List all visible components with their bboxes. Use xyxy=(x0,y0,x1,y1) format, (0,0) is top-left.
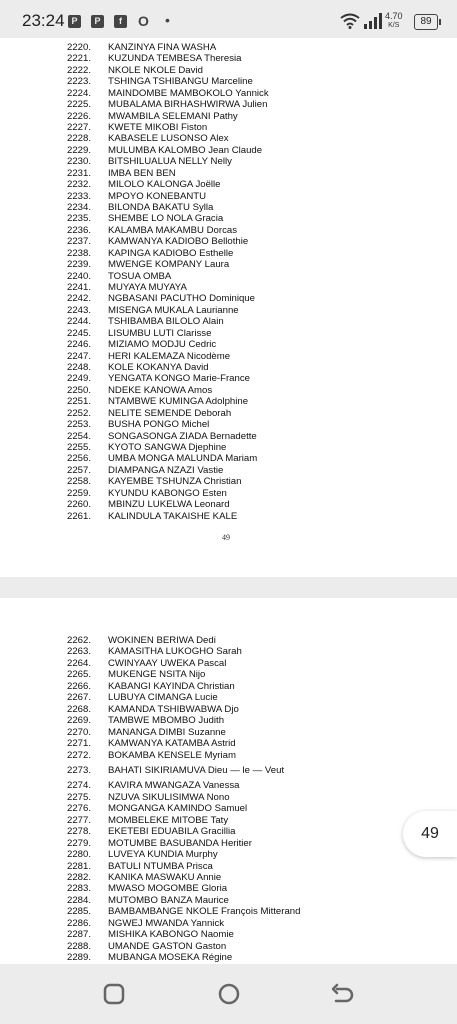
entry-number: 2227. xyxy=(67,122,92,133)
network-speed-unit: K/S xyxy=(388,22,400,29)
entry-number: 2262. xyxy=(67,635,92,646)
entry-name: MOTUMBE BASUBANDA Heritier xyxy=(108,837,252,849)
entry-number: 2245. xyxy=(67,327,92,339)
entry-name: MIZIAMO MODJU Cedric xyxy=(108,339,217,351)
entry-number: 2279. xyxy=(67,837,92,849)
entry-number: 2243. xyxy=(67,304,92,316)
entry-name: BAHATI SIKIRIAMUVA Dieu — le — Veut xyxy=(108,764,285,776)
wifi-icon xyxy=(340,13,360,29)
entry-number: 2273. xyxy=(67,764,92,776)
entry-name: NELITE SEMENDE Deborah xyxy=(108,407,232,419)
entry-number: 2254. xyxy=(67,430,92,442)
entry-number: 2233. xyxy=(67,190,92,202)
entry-number: 2234. xyxy=(67,202,92,214)
entry-number: 2284. xyxy=(67,894,92,906)
entry-name: NGBASANI PACUTHO Dominique xyxy=(108,293,255,305)
entry-name: MISENGA MUKALA Laurianne xyxy=(108,304,239,316)
entry-name: KAYEMBE TSHUNZA Christian xyxy=(108,476,242,488)
entry-name: KANIKA MASWAKU Annie xyxy=(108,872,222,883)
entry-number: 2236. xyxy=(67,224,92,236)
entry-name: MWASO MOGOMBE Gloria xyxy=(108,883,228,895)
entry-number: 2269. xyxy=(67,715,92,727)
navigation-bar xyxy=(0,964,457,1024)
entry-name: HERI KALEMAZA Nicodème xyxy=(108,350,231,362)
clock: 23:24 xyxy=(22,11,65,30)
entry-name: KOLE KOKANYA David xyxy=(108,362,209,374)
entry-name: EKETEBI EDUABILA Gracillia xyxy=(108,826,236,838)
entry-number: 2277. xyxy=(67,814,92,826)
entry-name: LUBUYA CIMANGA Lucie xyxy=(108,692,218,704)
entry-number: 2267. xyxy=(67,692,92,704)
entry-number: 2281. xyxy=(67,860,92,872)
entry-number: 2222. xyxy=(67,64,92,76)
entry-number: 2258. xyxy=(67,476,92,488)
entry-number: 2251. xyxy=(67,396,92,408)
entry-name: MANANGA DIMBI Suzanne xyxy=(108,726,226,738)
entry-number: 2248. xyxy=(67,362,92,374)
entry-number: 2263. xyxy=(67,646,92,658)
facebook-icon: f xyxy=(114,15,127,28)
entry-name: TAMBWE MBOMBO Judith xyxy=(108,715,225,727)
entry-number: 2232. xyxy=(67,179,92,191)
entry-name: UMANDE GASTON Gaston xyxy=(108,940,227,952)
entry-name: MUBANGA MOSEKA Régine xyxy=(108,952,233,964)
entry-number: 2231. xyxy=(67,167,92,179)
entry-name: KALAMBA MAKAMBU Dorcas xyxy=(108,224,238,236)
entry-name: KUZUNDA TEMBESA Theresia xyxy=(108,53,242,65)
entry-name: MUTOMBO BANZA Maurice xyxy=(108,894,229,906)
battery-icon xyxy=(414,14,438,30)
entry-number: 2223. xyxy=(67,76,92,88)
entry-number: 2224. xyxy=(67,87,92,99)
entry-number: 2246. xyxy=(67,339,92,351)
entry-number: 2275. xyxy=(67,791,92,803)
document-page-50 xyxy=(0,598,457,964)
entry-name: KAVIRA MWANGAZA Vanessa xyxy=(108,780,240,792)
entry-name: MPOYO KONEBANTU xyxy=(108,190,207,202)
entry-name: SHEMBE LO NOLA Gracia xyxy=(108,213,224,225)
entry-name: MULUMBA KALOMBO Jean Claude xyxy=(108,144,263,156)
entry-number: 2237. xyxy=(67,236,92,248)
network-speed-value: 4.70 xyxy=(385,11,403,21)
entry-number: 2250. xyxy=(67,384,92,396)
entry-name: BITSHILUALUA NELLY Nelly xyxy=(108,156,232,168)
entry-name: NKOLE NKOLE David xyxy=(108,64,203,76)
entry-number: 2229. xyxy=(67,144,92,156)
opera-icon: O xyxy=(138,13,149,29)
entry-number: 2276. xyxy=(67,803,92,815)
entry-name: NZUVA SIKULISIMWA Nono xyxy=(108,791,230,803)
entry-name: WOKINEN BERIWA Dedi xyxy=(108,635,216,646)
entry-name: CWINYAAY UWEKA Pascal xyxy=(108,657,227,669)
document-page-49 xyxy=(0,38,457,577)
entry-number: 2283. xyxy=(67,883,92,895)
entry-number: 2257. xyxy=(67,464,92,476)
entry-number: 2238. xyxy=(67,247,92,259)
entry-number: 2253. xyxy=(67,419,92,431)
notification-p-icon: P xyxy=(68,15,81,28)
battery-level: 89 xyxy=(420,16,432,27)
entry-name: BOKAMBA KENSELE Myriam xyxy=(108,749,236,761)
entry-number: 2272. xyxy=(67,749,92,761)
recent-apps-icon[interactable] xyxy=(100,980,128,1008)
entry-number: 2226. xyxy=(67,110,92,122)
entry-number: 2235. xyxy=(67,213,92,225)
entry-number: 2282. xyxy=(67,872,92,883)
page-footer-number: 49 xyxy=(222,533,230,542)
network-speed xyxy=(385,12,403,30)
entry-number: 2274. xyxy=(67,780,92,792)
entry-name: TOSUA OMBA xyxy=(108,270,172,282)
entry-name: KAMWANYA KADIOBO Bellothie xyxy=(108,236,249,248)
entry-name: MOMBELEKE MITOBE Taty xyxy=(108,814,229,826)
entry-number: 2239. xyxy=(67,259,92,271)
entry-name: YENGATA KONGO Marie-France xyxy=(108,373,250,385)
entry-number: 2244. xyxy=(67,316,92,328)
entry-number: 2221. xyxy=(67,53,92,65)
entry-number: 2255. xyxy=(67,442,92,454)
entry-number: 2259. xyxy=(67,487,92,499)
entry-name: MBINZU LUKELWA Leonard xyxy=(108,499,230,511)
entry-name: MWENGE KOMPANY Laura xyxy=(108,259,230,271)
entry-name: IMBA BEN BEN xyxy=(108,167,176,179)
entry-name: NTAMBWE KUMINGA Adolphine xyxy=(108,396,249,408)
entry-name: KALINDULA TAKAISHE KALE xyxy=(108,510,238,522)
page-number-badge-label: 49 xyxy=(421,825,439,842)
entry-name: KAMASITHA LUKOGHO Sarah xyxy=(108,646,242,658)
entry-number: 2289. xyxy=(67,952,92,964)
entry-number: 2286. xyxy=(67,917,92,929)
entry-name: LISUMBU LUTI Clarisse xyxy=(108,327,212,339)
entry-name: NDEKE KANOWA Amos xyxy=(108,384,213,396)
entry-name: KWETE MIKOBI Fiston xyxy=(108,122,208,133)
entry-name: MISHIKA KABONGO Naomie xyxy=(108,929,234,941)
entry-name: KYUNDU KABONGO Esten xyxy=(108,487,227,499)
entry-name: BUSHA PONGO Michel xyxy=(108,419,210,431)
signal-icon xyxy=(364,13,382,29)
entry-number: 2271. xyxy=(67,738,92,750)
entry-name: KAMWANYA KATAMBA Astrid xyxy=(108,738,236,750)
entry-name: KABASELE LUSONSO Alex xyxy=(108,133,229,145)
entry-number: 2285. xyxy=(67,906,92,918)
entry-name: TSHIBAMBA BILOLO Alain xyxy=(108,316,224,328)
entry-number: 2266. xyxy=(67,680,92,692)
entry-name: DIAMPANGA NZAZI Vastie xyxy=(108,464,224,476)
entry-number: 2288. xyxy=(67,940,92,952)
notification-p-icon: P xyxy=(91,15,104,28)
entry-number: 2260. xyxy=(67,499,92,511)
entry-name: MWAMBILA SELEMANI Pathy xyxy=(108,110,238,122)
entry-number: 2241. xyxy=(67,282,92,294)
entry-number: 2240. xyxy=(67,270,92,282)
entry-name: KABANGI KAYINDA Christian xyxy=(108,680,235,692)
entry-name: KAMANDA TSHIBWABWA Djo xyxy=(108,703,239,715)
entry-number: 2287. xyxy=(67,929,92,941)
entry-number: 2268. xyxy=(67,703,92,715)
entry-name: MUBALAMA BIRHASHWIRWA Julien xyxy=(108,99,268,111)
entry-name: KAPINGA KADIOBO Esthelle xyxy=(108,247,234,259)
entry-name: BATULI NTUMBA Prisca xyxy=(108,860,213,872)
entry-number: 2247. xyxy=(67,350,92,362)
entry-name: MAINDOMBE MAMBOKOLO Yannick xyxy=(108,87,269,99)
entry-number: 2264. xyxy=(67,657,92,669)
entry-name: KYOTO SANGWA Djephine xyxy=(108,442,227,454)
entry-name: UMBA MONGA MALUNDA Mariam xyxy=(108,453,258,465)
more-notifications-dot-icon: • xyxy=(165,12,170,28)
entry-number: 2278. xyxy=(67,826,92,838)
page-number-badge[interactable] xyxy=(403,811,457,857)
entry-name: MILOLO KALONGA Joëlle xyxy=(108,179,221,191)
entry-name: MUKENGE NSITA Nijo xyxy=(108,669,206,681)
entry-number: 2242. xyxy=(67,293,92,305)
entry-name: BILONDA BAKATU Sylla xyxy=(108,202,214,214)
entry-number: 2249. xyxy=(67,373,92,385)
entry-number: 2228. xyxy=(67,133,92,145)
entry-number: 2270. xyxy=(67,726,92,738)
entry-name: LUVEYA KUNDIA Murphy xyxy=(108,849,218,861)
entry-number: 2256. xyxy=(67,453,92,465)
entry-name: MUYAYA MUYAYA xyxy=(108,282,187,294)
entry-number: 2280. xyxy=(67,849,92,861)
entry-name: SONGASONGA ZIADA Bernadette xyxy=(108,430,257,442)
entry-name: MONGANGA KAMINDO Samuel xyxy=(108,803,248,815)
back-icon[interactable] xyxy=(328,980,356,1008)
entry-name: TSHINGA TSHIBANGU Marceline xyxy=(108,76,253,88)
home-icon[interactable] xyxy=(215,980,243,1008)
entry-number: 2261. xyxy=(67,510,92,522)
entry-number: 2220. xyxy=(67,42,92,53)
entry-name: KANZINYA FINA WASHA xyxy=(108,42,217,53)
entry-number: 2225. xyxy=(67,99,92,111)
entry-name: NGWEJ MWANDA Yannick xyxy=(108,917,225,929)
entry-number: 2252. xyxy=(67,407,92,419)
entry-name: BAMBAMBANGE NKOLE François Mitterand xyxy=(108,906,301,918)
entry-number: 2230. xyxy=(67,156,92,168)
entry-number: 2265. xyxy=(67,669,92,681)
